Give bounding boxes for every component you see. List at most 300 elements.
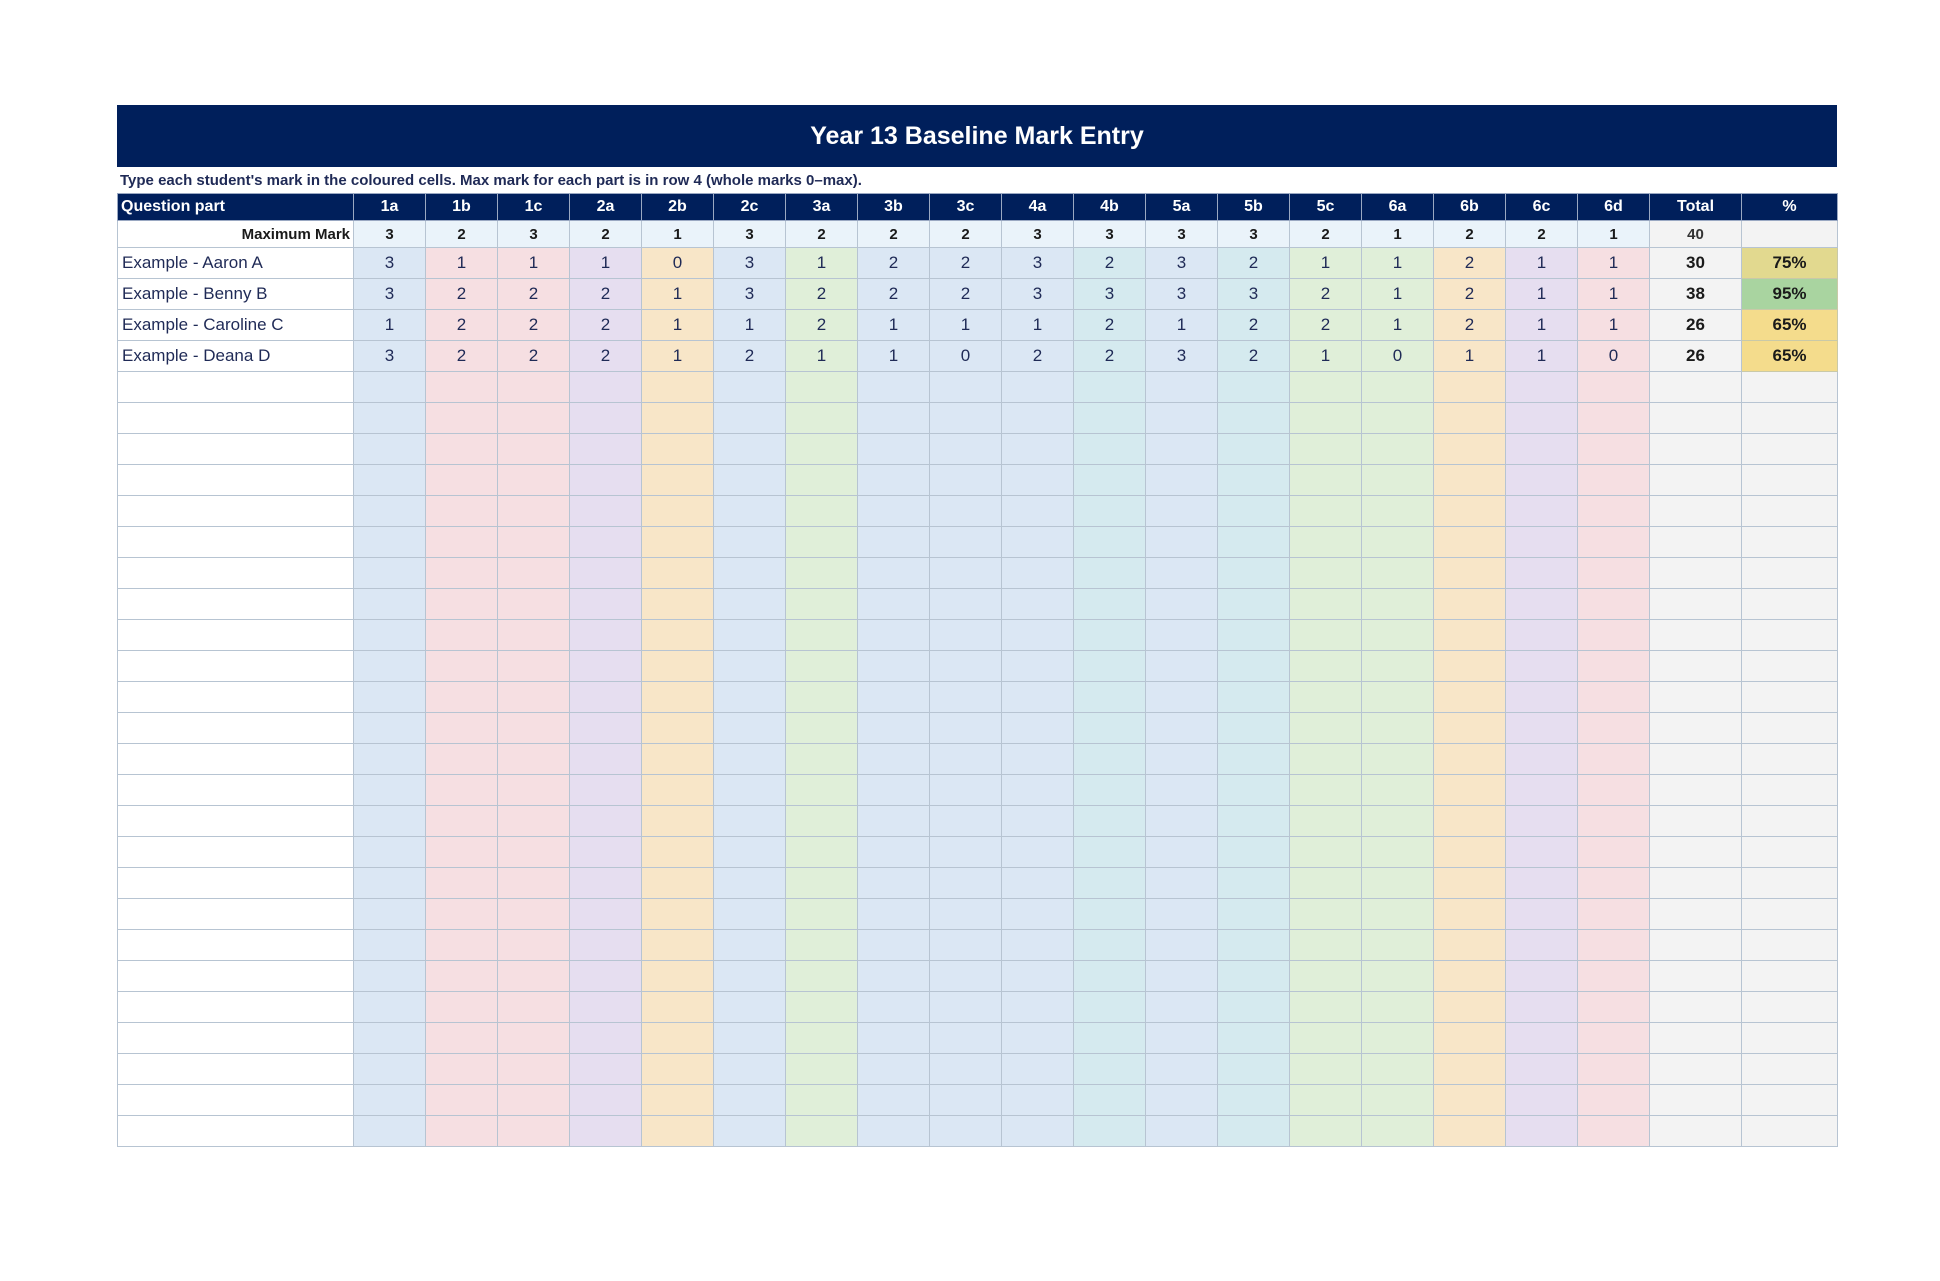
mark-cell-6b[interactable] xyxy=(1434,558,1506,589)
mark-cell-5c[interactable] xyxy=(1290,1054,1362,1085)
mark-cell-6a[interactable] xyxy=(1362,403,1434,434)
mark-cell-6d[interactable] xyxy=(1578,1116,1650,1147)
mark-cell-6c[interactable] xyxy=(1506,651,1578,682)
mark-cell-1b[interactable] xyxy=(426,744,498,775)
mark-cell-1a[interactable] xyxy=(354,1116,426,1147)
student-name-cell[interactable] xyxy=(118,589,354,620)
mark-cell-2a[interactable] xyxy=(570,682,642,713)
mark-cell-4a[interactable] xyxy=(1002,496,1074,527)
student-name-cell[interactable] xyxy=(118,868,354,899)
mark-cell-3a[interactable]: 1 xyxy=(786,248,858,279)
max-mark-6a[interactable]: 1 xyxy=(1362,221,1434,248)
mark-cell-5c[interactable] xyxy=(1290,496,1362,527)
mark-cell-2a[interactable] xyxy=(570,1085,642,1116)
mark-cell-5c[interactable] xyxy=(1290,1116,1362,1147)
mark-cell-5c[interactable] xyxy=(1290,434,1362,465)
mark-cell-4b[interactable] xyxy=(1074,403,1146,434)
mark-cell-1c[interactable]: 2 xyxy=(498,310,570,341)
mark-cell-2c[interactable]: 1 xyxy=(714,310,786,341)
mark-cell-6d[interactable] xyxy=(1578,713,1650,744)
mark-cell-6b[interactable] xyxy=(1434,651,1506,682)
mark-cell-4a[interactable] xyxy=(1002,558,1074,589)
mark-cell-6b[interactable]: 1 xyxy=(1434,341,1506,372)
mark-cell-3a[interactable]: 2 xyxy=(786,310,858,341)
mark-cell-6d[interactable] xyxy=(1578,372,1650,403)
mark-cell-6d[interactable] xyxy=(1578,899,1650,930)
mark-cell-1c[interactable] xyxy=(498,868,570,899)
mark-cell-1c[interactable] xyxy=(498,620,570,651)
mark-cell-3a[interactable] xyxy=(786,1116,858,1147)
mark-cell-2b[interactable] xyxy=(642,837,714,868)
mark-cell-5b[interactable] xyxy=(1218,527,1290,558)
mark-cell-3c[interactable] xyxy=(930,403,1002,434)
max-mark-3b[interactable]: 2 xyxy=(858,221,930,248)
mark-cell-3b[interactable] xyxy=(858,372,930,403)
mark-cell-5a[interactable] xyxy=(1146,1023,1218,1054)
mark-cell-6a[interactable] xyxy=(1362,1116,1434,1147)
mark-cell-6a[interactable] xyxy=(1362,961,1434,992)
mark-cell-4a[interactable] xyxy=(1002,589,1074,620)
student-name-cell[interactable] xyxy=(118,1023,354,1054)
mark-cell-3c[interactable] xyxy=(930,527,1002,558)
mark-cell-2a[interactable] xyxy=(570,558,642,589)
mark-cell-4a[interactable] xyxy=(1002,868,1074,899)
mark-cell-6b[interactable] xyxy=(1434,1054,1506,1085)
mark-cell-6d[interactable] xyxy=(1578,992,1650,1023)
mark-cell-1b[interactable] xyxy=(426,899,498,930)
mark-cell-6b[interactable] xyxy=(1434,403,1506,434)
student-name-cell[interactable]: Example - Deana D xyxy=(118,341,354,372)
mark-cell-4a[interactable]: 1 xyxy=(1002,310,1074,341)
mark-cell-2c[interactable] xyxy=(714,1054,786,1085)
mark-cell-3a[interactable] xyxy=(786,1023,858,1054)
mark-cell-5a[interactable] xyxy=(1146,465,1218,496)
mark-cell-4b[interactable] xyxy=(1074,868,1146,899)
mark-cell-4b[interactable] xyxy=(1074,1116,1146,1147)
mark-cell-3b[interactable] xyxy=(858,806,930,837)
mark-cell-1a[interactable]: 3 xyxy=(354,341,426,372)
mark-cell-6b[interactable] xyxy=(1434,744,1506,775)
student-name-cell[interactable] xyxy=(118,682,354,713)
mark-cell-2b[interactable] xyxy=(642,682,714,713)
mark-cell-3c[interactable] xyxy=(930,868,1002,899)
mark-cell-6c[interactable] xyxy=(1506,1054,1578,1085)
mark-cell-3a[interactable] xyxy=(786,589,858,620)
mark-cell-6d[interactable]: 0 xyxy=(1578,341,1650,372)
mark-cell-6c[interactable] xyxy=(1506,744,1578,775)
mark-cell-6a[interactable] xyxy=(1362,620,1434,651)
mark-cell-5a[interactable] xyxy=(1146,775,1218,806)
mark-cell-1b[interactable]: 1 xyxy=(426,248,498,279)
mark-cell-6d[interactable] xyxy=(1578,775,1650,806)
mark-cell-6d[interactable] xyxy=(1578,930,1650,961)
mark-cell-1c[interactable] xyxy=(498,837,570,868)
mark-cell-6c[interactable] xyxy=(1506,589,1578,620)
mark-cell-6b[interactable]: 2 xyxy=(1434,279,1506,310)
mark-cell-5b[interactable] xyxy=(1218,744,1290,775)
mark-cell-4b[interactable] xyxy=(1074,930,1146,961)
mark-cell-5b[interactable]: 2 xyxy=(1218,248,1290,279)
mark-cell-6a[interactable] xyxy=(1362,682,1434,713)
mark-cell-4b[interactable]: 2 xyxy=(1074,248,1146,279)
max-mark-2b[interactable]: 1 xyxy=(642,221,714,248)
mark-cell-5a[interactable] xyxy=(1146,1085,1218,1116)
mark-cell-6a[interactable] xyxy=(1362,713,1434,744)
mark-cell-4a[interactable] xyxy=(1002,620,1074,651)
mark-cell-6d[interactable] xyxy=(1578,868,1650,899)
mark-cell-6a[interactable] xyxy=(1362,651,1434,682)
mark-cell-4b[interactable] xyxy=(1074,496,1146,527)
mark-cell-6a[interactable]: 0 xyxy=(1362,341,1434,372)
mark-cell-6a[interactable] xyxy=(1362,1054,1434,1085)
mark-cell-6b[interactable] xyxy=(1434,434,1506,465)
mark-cell-6a[interactable]: 1 xyxy=(1362,248,1434,279)
mark-cell-6b[interactable] xyxy=(1434,465,1506,496)
mark-cell-5c[interactable] xyxy=(1290,713,1362,744)
mark-cell-2a[interactable]: 2 xyxy=(570,279,642,310)
mark-cell-2c[interactable] xyxy=(714,589,786,620)
mark-cell-6c[interactable] xyxy=(1506,682,1578,713)
mark-cell-3b[interactable]: 1 xyxy=(858,310,930,341)
mark-cell-1b[interactable] xyxy=(426,1116,498,1147)
mark-cell-1c[interactable] xyxy=(498,372,570,403)
mark-cell-1a[interactable] xyxy=(354,527,426,558)
mark-cell-2b[interactable] xyxy=(642,1023,714,1054)
mark-cell-2b[interactable] xyxy=(642,1054,714,1085)
mark-cell-1c[interactable] xyxy=(498,465,570,496)
mark-cell-2c[interactable] xyxy=(714,775,786,806)
mark-cell-1b[interactable] xyxy=(426,1054,498,1085)
mark-cell-6a[interactable]: 1 xyxy=(1362,279,1434,310)
mark-cell-5a[interactable] xyxy=(1146,868,1218,899)
mark-cell-4a[interactable] xyxy=(1002,775,1074,806)
mark-cell-6b[interactable] xyxy=(1434,899,1506,930)
mark-cell-2a[interactable]: 1 xyxy=(570,248,642,279)
student-name-cell[interactable] xyxy=(118,403,354,434)
mark-cell-4b[interactable] xyxy=(1074,682,1146,713)
mark-cell-6c[interactable] xyxy=(1506,775,1578,806)
mark-cell-2c[interactable] xyxy=(714,961,786,992)
mark-cell-6a[interactable] xyxy=(1362,558,1434,589)
mark-cell-6d[interactable] xyxy=(1578,403,1650,434)
mark-cell-1a[interactable] xyxy=(354,930,426,961)
max-mark-2c[interactable]: 3 xyxy=(714,221,786,248)
mark-cell-2c[interactable] xyxy=(714,744,786,775)
mark-cell-6a[interactable] xyxy=(1362,775,1434,806)
mark-cell-4a[interactable] xyxy=(1002,682,1074,713)
mark-cell-3c[interactable] xyxy=(930,1023,1002,1054)
mark-cell-5a[interactable] xyxy=(1146,806,1218,837)
mark-cell-3b[interactable]: 2 xyxy=(858,248,930,279)
mark-cell-3c[interactable] xyxy=(930,1054,1002,1085)
mark-cell-4b[interactable] xyxy=(1074,589,1146,620)
mark-cell-2a[interactable] xyxy=(570,868,642,899)
mark-cell-5b[interactable] xyxy=(1218,620,1290,651)
mark-cell-3a[interactable]: 2 xyxy=(786,279,858,310)
mark-cell-6c[interactable] xyxy=(1506,1116,1578,1147)
mark-cell-6c[interactable] xyxy=(1506,1023,1578,1054)
mark-cell-5b[interactable] xyxy=(1218,899,1290,930)
mark-cell-5b[interactable] xyxy=(1218,1054,1290,1085)
mark-cell-6b[interactable] xyxy=(1434,620,1506,651)
mark-cell-6d[interactable] xyxy=(1578,651,1650,682)
mark-cell-5a[interactable] xyxy=(1146,403,1218,434)
mark-cell-1c[interactable] xyxy=(498,1054,570,1085)
mark-cell-2b[interactable] xyxy=(642,868,714,899)
mark-cell-1c[interactable]: 1 xyxy=(498,248,570,279)
mark-cell-1c[interactable] xyxy=(498,403,570,434)
mark-cell-2c[interactable] xyxy=(714,713,786,744)
max-mark-3a[interactable]: 2 xyxy=(786,221,858,248)
mark-cell-2a[interactable] xyxy=(570,372,642,403)
mark-cell-2a[interactable] xyxy=(570,899,642,930)
mark-cell-5a[interactable] xyxy=(1146,372,1218,403)
mark-cell-1a[interactable] xyxy=(354,558,426,589)
mark-cell-1a[interactable] xyxy=(354,899,426,930)
mark-cell-2c[interactable] xyxy=(714,496,786,527)
mark-cell-3a[interactable] xyxy=(786,713,858,744)
mark-cell-4b[interactable] xyxy=(1074,1023,1146,1054)
mark-cell-1a[interactable] xyxy=(354,868,426,899)
mark-cell-1b[interactable] xyxy=(426,837,498,868)
mark-cell-1b[interactable] xyxy=(426,558,498,589)
mark-cell-1a[interactable] xyxy=(354,961,426,992)
student-name-cell[interactable]: Example - Caroline C xyxy=(118,310,354,341)
mark-cell-2c[interactable] xyxy=(714,930,786,961)
mark-cell-5c[interactable] xyxy=(1290,620,1362,651)
mark-cell-6d[interactable] xyxy=(1578,620,1650,651)
mark-cell-2c[interactable] xyxy=(714,992,786,1023)
mark-cell-1b[interactable] xyxy=(426,961,498,992)
mark-cell-5b[interactable] xyxy=(1218,558,1290,589)
mark-cell-6d[interactable] xyxy=(1578,961,1650,992)
mark-cell-1a[interactable] xyxy=(354,713,426,744)
mark-cell-2b[interactable] xyxy=(642,744,714,775)
student-name-cell[interactable] xyxy=(118,496,354,527)
mark-cell-1b[interactable] xyxy=(426,806,498,837)
mark-cell-1c[interactable] xyxy=(498,806,570,837)
mark-cell-1b[interactable] xyxy=(426,589,498,620)
mark-cell-6d[interactable] xyxy=(1578,806,1650,837)
mark-cell-1a[interactable] xyxy=(354,589,426,620)
mark-cell-5a[interactable]: 3 xyxy=(1146,341,1218,372)
mark-cell-2a[interactable]: 2 xyxy=(570,341,642,372)
mark-cell-2b[interactable]: 1 xyxy=(642,310,714,341)
mark-cell-6c[interactable] xyxy=(1506,465,1578,496)
student-name-cell[interactable] xyxy=(118,1085,354,1116)
mark-cell-5c[interactable] xyxy=(1290,651,1362,682)
mark-cell-6a[interactable] xyxy=(1362,744,1434,775)
mark-cell-2b[interactable]: 1 xyxy=(642,341,714,372)
mark-cell-2c[interactable] xyxy=(714,403,786,434)
mark-cell-5a[interactable] xyxy=(1146,589,1218,620)
mark-cell-5b[interactable] xyxy=(1218,1116,1290,1147)
mark-cell-5a[interactable] xyxy=(1146,434,1218,465)
mark-cell-2a[interactable] xyxy=(570,434,642,465)
mark-cell-2b[interactable] xyxy=(642,713,714,744)
mark-cell-5b[interactable] xyxy=(1218,775,1290,806)
student-name-cell[interactable] xyxy=(118,527,354,558)
mark-cell-6c[interactable] xyxy=(1506,713,1578,744)
mark-cell-6d[interactable] xyxy=(1578,496,1650,527)
mark-cell-5a[interactable] xyxy=(1146,620,1218,651)
mark-cell-4a[interactable] xyxy=(1002,837,1074,868)
mark-cell-3b[interactable] xyxy=(858,465,930,496)
student-name-cell[interactable] xyxy=(118,713,354,744)
mark-cell-5a[interactable] xyxy=(1146,558,1218,589)
mark-cell-3c[interactable] xyxy=(930,837,1002,868)
mark-cell-4b[interactable] xyxy=(1074,527,1146,558)
mark-cell-5c[interactable] xyxy=(1290,1085,1362,1116)
mark-cell-6c[interactable] xyxy=(1506,434,1578,465)
mark-cell-1b[interactable]: 2 xyxy=(426,279,498,310)
mark-cell-3b[interactable] xyxy=(858,434,930,465)
mark-cell-3b[interactable] xyxy=(858,651,930,682)
mark-cell-2c[interactable] xyxy=(714,434,786,465)
mark-cell-3c[interactable] xyxy=(930,1116,1002,1147)
mark-cell-6b[interactable] xyxy=(1434,806,1506,837)
mark-cell-3a[interactable] xyxy=(786,837,858,868)
mark-cell-1c[interactable] xyxy=(498,496,570,527)
mark-cell-4a[interactable] xyxy=(1002,403,1074,434)
mark-cell-3b[interactable] xyxy=(858,1116,930,1147)
mark-cell-6d[interactable] xyxy=(1578,682,1650,713)
mark-cell-2a[interactable] xyxy=(570,837,642,868)
mark-cell-3c[interactable] xyxy=(930,558,1002,589)
mark-cell-5c[interactable]: 1 xyxy=(1290,248,1362,279)
mark-cell-1b[interactable]: 2 xyxy=(426,341,498,372)
mark-cell-3a[interactable] xyxy=(786,899,858,930)
mark-cell-2a[interactable] xyxy=(570,620,642,651)
mark-cell-2b[interactable] xyxy=(642,1085,714,1116)
mark-cell-4a[interactable] xyxy=(1002,1054,1074,1085)
student-name-cell[interactable] xyxy=(118,620,354,651)
mark-cell-2a[interactable] xyxy=(570,1023,642,1054)
mark-cell-6a[interactable] xyxy=(1362,527,1434,558)
mark-cell-6d[interactable]: 1 xyxy=(1578,310,1650,341)
mark-cell-1b[interactable] xyxy=(426,868,498,899)
mark-cell-6c[interactable]: 1 xyxy=(1506,248,1578,279)
mark-cell-1a[interactable]: 3 xyxy=(354,279,426,310)
mark-cell-6d[interactable] xyxy=(1578,744,1650,775)
mark-cell-1a[interactable] xyxy=(354,682,426,713)
mark-cell-1b[interactable] xyxy=(426,992,498,1023)
mark-cell-1b[interactable] xyxy=(426,527,498,558)
max-mark-6d[interactable]: 1 xyxy=(1578,221,1650,248)
mark-cell-1b[interactable] xyxy=(426,930,498,961)
mark-cell-3c[interactable] xyxy=(930,930,1002,961)
mark-cell-2c[interactable] xyxy=(714,558,786,589)
mark-cell-2a[interactable] xyxy=(570,465,642,496)
mark-cell-5a[interactable] xyxy=(1146,651,1218,682)
mark-cell-6a[interactable] xyxy=(1362,1085,1434,1116)
mark-cell-5b[interactable] xyxy=(1218,682,1290,713)
mark-cell-6a[interactable] xyxy=(1362,589,1434,620)
mark-cell-5b[interactable] xyxy=(1218,992,1290,1023)
mark-cell-3b[interactable] xyxy=(858,1023,930,1054)
mark-cell-3b[interactable] xyxy=(858,930,930,961)
mark-cell-6c[interactable] xyxy=(1506,868,1578,899)
mark-cell-1c[interactable] xyxy=(498,527,570,558)
mark-cell-3c[interactable] xyxy=(930,682,1002,713)
mark-cell-4a[interactable] xyxy=(1002,961,1074,992)
max-mark-3c[interactable]: 2 xyxy=(930,221,1002,248)
mark-cell-6a[interactable] xyxy=(1362,992,1434,1023)
mark-cell-3c[interactable] xyxy=(930,620,1002,651)
mark-cell-3b[interactable] xyxy=(858,403,930,434)
mark-cell-4b[interactable] xyxy=(1074,1054,1146,1085)
mark-cell-3a[interactable]: 1 xyxy=(786,341,858,372)
mark-cell-2b[interactable] xyxy=(642,403,714,434)
student-name-cell[interactable] xyxy=(118,775,354,806)
mark-cell-2b[interactable] xyxy=(642,961,714,992)
mark-cell-1b[interactable]: 2 xyxy=(426,310,498,341)
mark-cell-6b[interactable] xyxy=(1434,372,1506,403)
mark-cell-5b[interactable] xyxy=(1218,403,1290,434)
student-name-cell[interactable] xyxy=(118,1116,354,1147)
mark-cell-4b[interactable] xyxy=(1074,558,1146,589)
mark-cell-2c[interactable] xyxy=(714,899,786,930)
mark-cell-4b[interactable]: 2 xyxy=(1074,341,1146,372)
mark-cell-1c[interactable] xyxy=(498,1023,570,1054)
mark-cell-3b[interactable] xyxy=(858,496,930,527)
mark-cell-1b[interactable] xyxy=(426,403,498,434)
mark-cell-1c[interactable] xyxy=(498,775,570,806)
mark-cell-5c[interactable] xyxy=(1290,837,1362,868)
max-mark-5a[interactable]: 3 xyxy=(1146,221,1218,248)
mark-cell-6a[interactable] xyxy=(1362,837,1434,868)
mark-cell-5b[interactable] xyxy=(1218,496,1290,527)
student-name-cell[interactable] xyxy=(118,961,354,992)
mark-cell-6a[interactable] xyxy=(1362,496,1434,527)
student-name-cell[interactable] xyxy=(118,651,354,682)
mark-cell-4b[interactable]: 2 xyxy=(1074,310,1146,341)
mark-cell-1c[interactable] xyxy=(498,961,570,992)
mark-cell-6d[interactable]: 1 xyxy=(1578,248,1650,279)
mark-cell-2b[interactable] xyxy=(642,527,714,558)
mark-cell-3b[interactable] xyxy=(858,713,930,744)
mark-cell-1c[interactable] xyxy=(498,992,570,1023)
mark-cell-3b[interactable] xyxy=(858,992,930,1023)
mark-cell-6c[interactable] xyxy=(1506,1085,1578,1116)
mark-cell-3b[interactable] xyxy=(858,589,930,620)
mark-cell-5a[interactable] xyxy=(1146,713,1218,744)
mark-cell-6c[interactable] xyxy=(1506,837,1578,868)
mark-cell-4a[interactable] xyxy=(1002,744,1074,775)
mark-cell-3b[interactable] xyxy=(858,775,930,806)
mark-cell-4b[interactable]: 3 xyxy=(1074,279,1146,310)
mark-cell-3c[interactable] xyxy=(930,496,1002,527)
mark-cell-2b[interactable] xyxy=(642,651,714,682)
mark-cell-2b[interactable] xyxy=(642,558,714,589)
mark-cell-5a[interactable]: 3 xyxy=(1146,279,1218,310)
max-mark-6b[interactable]: 2 xyxy=(1434,221,1506,248)
mark-cell-3b[interactable] xyxy=(858,868,930,899)
mark-cell-6b[interactable] xyxy=(1434,992,1506,1023)
mark-cell-1a[interactable] xyxy=(354,434,426,465)
mark-cell-5c[interactable] xyxy=(1290,1023,1362,1054)
mark-cell-6c[interactable] xyxy=(1506,806,1578,837)
max-mark-4b[interactable]: 3 xyxy=(1074,221,1146,248)
mark-cell-2b[interactable] xyxy=(642,899,714,930)
mark-cell-4b[interactable] xyxy=(1074,372,1146,403)
mark-cell-6b[interactable] xyxy=(1434,837,1506,868)
mark-cell-6b[interactable] xyxy=(1434,1085,1506,1116)
mark-cell-6c[interactable] xyxy=(1506,558,1578,589)
mark-cell-3a[interactable] xyxy=(786,744,858,775)
mark-cell-4a[interactable] xyxy=(1002,434,1074,465)
mark-cell-5c[interactable] xyxy=(1290,558,1362,589)
